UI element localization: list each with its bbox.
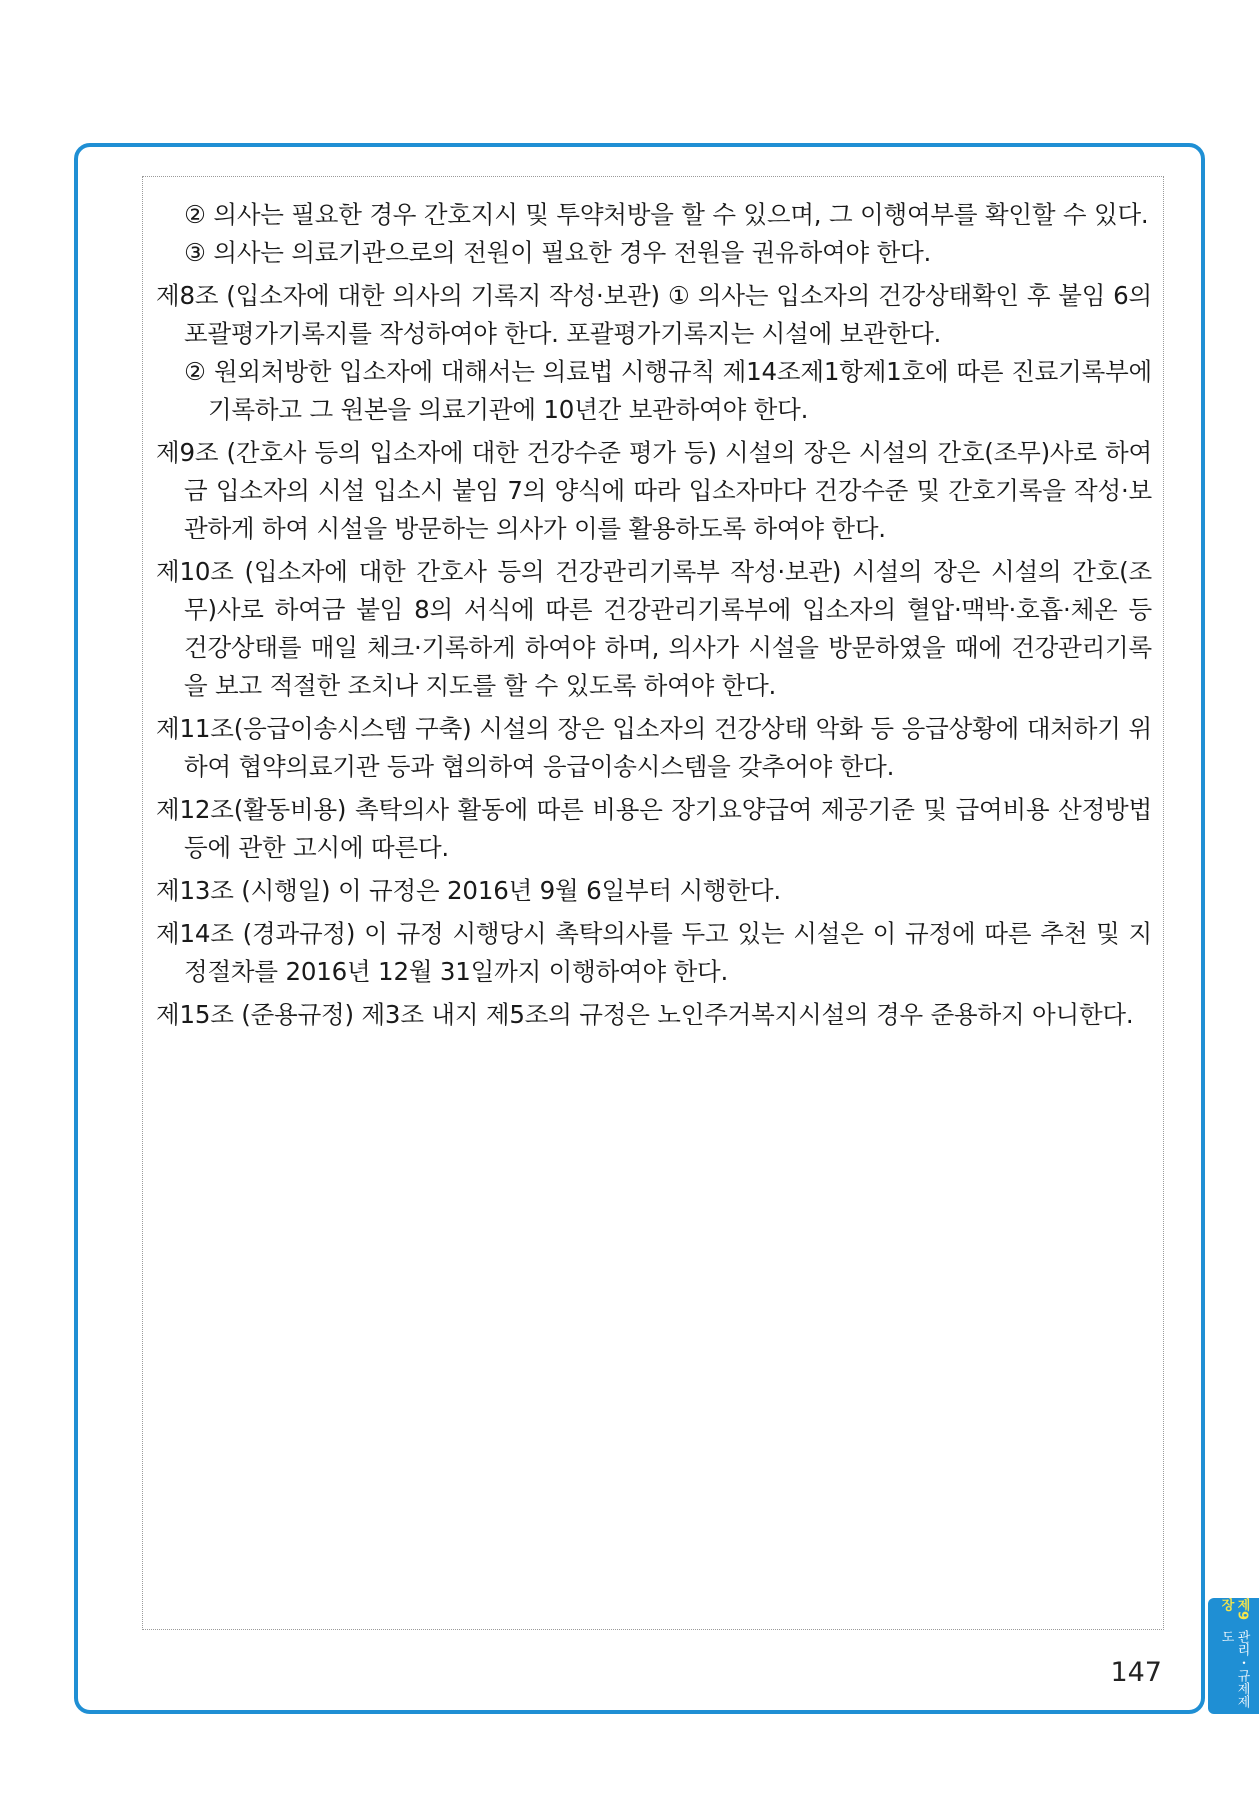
page-number: 147 — [1110, 1657, 1162, 1688]
chapter-title: 관리・규제제도 — [1218, 1630, 1250, 1709]
article-14: 제14조 (경과규정) 이 규정 시행당시 촉탁의사를 두고 있는 시설은 이 규정에 따른 추천 및 지정절차를 2016년 12월 31일까지 이행하여야 한다. — [156, 919, 1152, 986]
article-10: 제10조 (입소자에 대한 간호사 등의 건강관리기록부 작성·보관) 시설의 장은 시설의 간호(조무)사로 하여금 붙임 8의 서식에 따른 건강관리기록부에 입소자의 혈압·맥박·호흡·체온 등 건강상태를 매일 체크·기록하게 하여야 하며, 의사가 시설을 방문하였을 때에 건강관리기록을 보고 적절한 조치나 지도를 할 수 있도록 하여야 한다. — [156, 557, 1152, 700]
document-body — [156, 196, 1152, 1034]
article-9: 제9조 (간호사 등의 입소자에 대한 건강수준 평가 등) 시설의 장은 시설의 간호(조무)사로 하여금 입소자의 시설 입소시 붙임 7의 양식에 따라 입소자마다 건강수준 및 간호기록을 작성·보관하게 하여 시설을 방문하는 의사가 이를 활용하도록 하여야 한다. — [156, 438, 1152, 543]
chapter-number: 제9장 — [1218, 1598, 1250, 1621]
article-12: 제12조(활동비용) 촉탁의사 활동에 따른 비용은 장기요양급여 제공기준 및 급여비용 산정방법 등에 관한 고시에 따른다. — [156, 795, 1152, 862]
paragraph-sub-2: ② 의사는 필요한 경우 간호지시 및 투약처방을 할 수 있으며, 그 이행여부를 확인할 수 있다. — [184, 200, 1149, 229]
paragraph-sub-3: ③ 의사는 의료기관으로의 전원이 필요한 경우 전원을 권유하여야 한다. — [184, 238, 932, 267]
chapter-tab-text — [1218, 1598, 1250, 1714]
article-13: 제13조 (시행일) 이 규정은 2016년 9월 6일부터 시행한다. — [156, 876, 781, 905]
article-8: 제8조 (입소자에 대한 의사의 기록지 작성·보관) ① 의사는 입소자의 건강상태확인 후 붙임 6의 포괄평가기록지를 작성하여야 한다. 포괄평가기록지는 시설에 보관한다. — [156, 281, 1152, 348]
article-15: 제15조 (준용규정) 제3조 내지 제5조의 규정은 노인주거복지시설의 경우 준용하지 아니한다. — [156, 1000, 1134, 1029]
article-8-sub-2: ② 원외처방한 입소자에 대해서는 의료법 시행규칙 제14조제1항제1호에 따른 진료기록부에 기록하고 그 원본을 의료기관에 10년간 보관하여야 한다. — [184, 357, 1152, 424]
article-11: 제11조(응급이송시스템 구축) 시설의 장은 입소자의 건강상태 악화 등 응급상황에 대처하기 위하여 협약의료기관 등과 협의하여 응급이송시스템을 갖추어야 한다. — [156, 714, 1152, 781]
chapter-side-tab — [1208, 1598, 1259, 1714]
